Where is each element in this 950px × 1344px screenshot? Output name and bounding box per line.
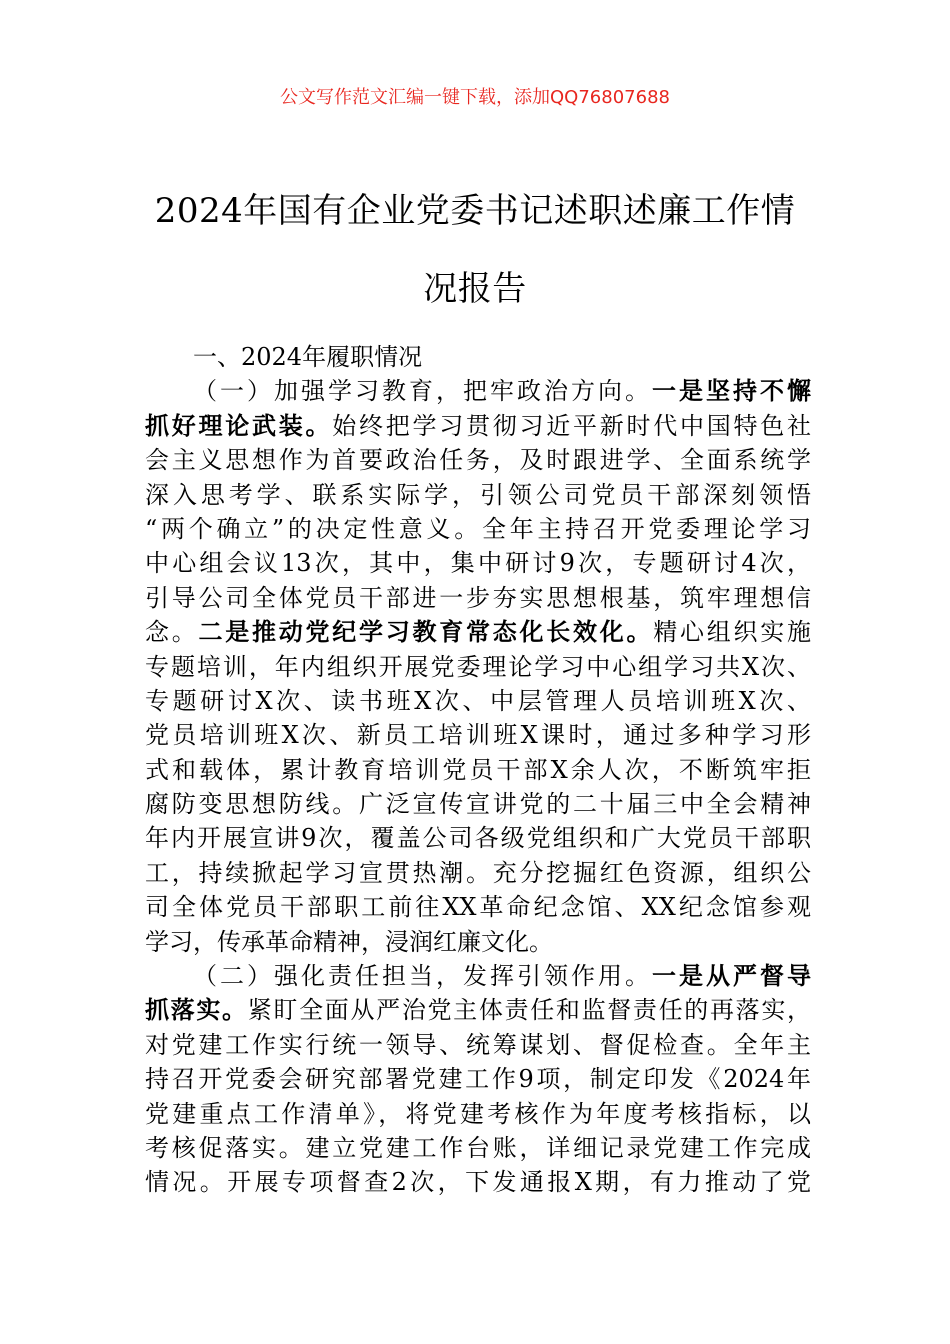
body-line (145, 650, 811, 684)
text-run: 对党建工作实行统一领导、统筹谋划、督促检查。全年主 (145, 1030, 811, 1059)
text-run: 专题培训，年内组织开展党委理论学习中心组学习共X次、 (145, 652, 811, 681)
body-line (145, 787, 811, 821)
text-run: 一、2024年履职情况 (193, 343, 423, 371)
bold-phrase: 一是从严督导 (652, 962, 811, 991)
body-line (145, 546, 811, 580)
body-line (145, 374, 811, 408)
text-run: 始终把学习贯彻习近平新时代中国特色社 (332, 411, 811, 440)
body-line (145, 581, 811, 615)
body-line (145, 821, 811, 855)
text-run: 念。 (145, 618, 199, 647)
body-line (145, 856, 811, 890)
body-line (145, 993, 811, 1027)
body-line (145, 1028, 811, 1062)
text-run: 精心组织实施 (653, 618, 811, 647)
body-line (145, 718, 811, 752)
body-line (145, 615, 811, 649)
text-run: 深入思考学、联系实际学，引领公司党员干部深刻领悟 (145, 480, 811, 509)
body-line (145, 443, 811, 477)
text-run: 腐防变思想防线。广泛宣传宣讲党的二十届三中全会精神 (145, 790, 811, 819)
body-line (145, 959, 811, 993)
text-run: 引导公司全体党员干部进一步夯实思想根基，筑牢理想信 (145, 583, 811, 612)
text-run: 专题研讨X次、读书班X次、中层管理人员培训班X次、 (145, 686, 811, 715)
text-run: 紧盯全面从严治党主体责任和监督责任的再落实， (247, 996, 811, 1025)
bold-phrase: 抓落实。 (145, 996, 248, 1025)
bold-phrase: 一是坚持不懈 (652, 377, 811, 406)
text-run: （一）加强学习教育，把牢政治方向。 (193, 377, 652, 406)
body-line (145, 1062, 811, 1096)
bold-phrase: 抓好理论武装。 (145, 411, 333, 440)
body-line (145, 684, 811, 718)
document-body (145, 340, 811, 1200)
body-line (145, 478, 811, 512)
text-run: 式和载体，累计教育培训党员干部X余人次，不断筑牢拒 (145, 755, 811, 784)
body-line (145, 409, 811, 443)
document-title (110, 172, 840, 328)
text-run: “两个确立”的决定性意义。全年主持召开党委理论学习 (145, 514, 811, 543)
text-run: 持召开党委会研究部署党建工作9项，制定印发《2024年 (145, 1065, 811, 1094)
text-run: 工，持续掀起学习宣贯热潮。充分挖掘红色资源，组织公 (145, 858, 811, 887)
text-run: 学习，传承革命精神，浸润红廉文化。 (145, 927, 553, 956)
body-line (145, 753, 811, 787)
text-run: （二）强化责任担当，发挥引领作用。 (193, 962, 652, 991)
text-run: 情况。开展专项督查2次，下发通报X期，有力推动了党 (145, 1168, 811, 1197)
body-line (145, 1131, 811, 1165)
body-line (145, 1097, 811, 1131)
body-line (145, 340, 811, 374)
text-run: 党员培训班X次、新员工培训班X课时，通过多种学习形 (145, 721, 811, 750)
text-run: 年内开展宣讲9次，覆盖公司各级党组织和广大党员干部职 (145, 824, 811, 853)
bold-phrase: 二是推动党纪学习教育常态化长效化。 (198, 618, 654, 647)
body-line (145, 1165, 811, 1199)
title-line-1: 2024年国有企业党委书记述职述廉工作情 (154, 191, 796, 231)
text-run: 会主义思想作为首要政治任务，及时跟进学、全面系统学 (145, 446, 811, 475)
title-line-2: 况报告 (423, 269, 527, 309)
text-run: 中心组会议13次，其中，集中研讨9次，专题研讨4次， (145, 549, 811, 578)
text-run: 司全体党员干部职工前往XX革命纪念馆、XX纪念馆参观 (145, 893, 811, 922)
body-line (145, 925, 811, 959)
body-line (145, 890, 811, 924)
text-run: 考核促落实。建立党建工作台账，详细记录党建工作完成 (145, 1133, 811, 1162)
download-notice: 公文写作范文汇编一键下载，添加QQ76807688 (280, 87, 670, 108)
text-run: 党建重点工作清单》，将党建考核作为年度考核指标，以 (145, 1099, 811, 1128)
body-line (145, 512, 811, 546)
